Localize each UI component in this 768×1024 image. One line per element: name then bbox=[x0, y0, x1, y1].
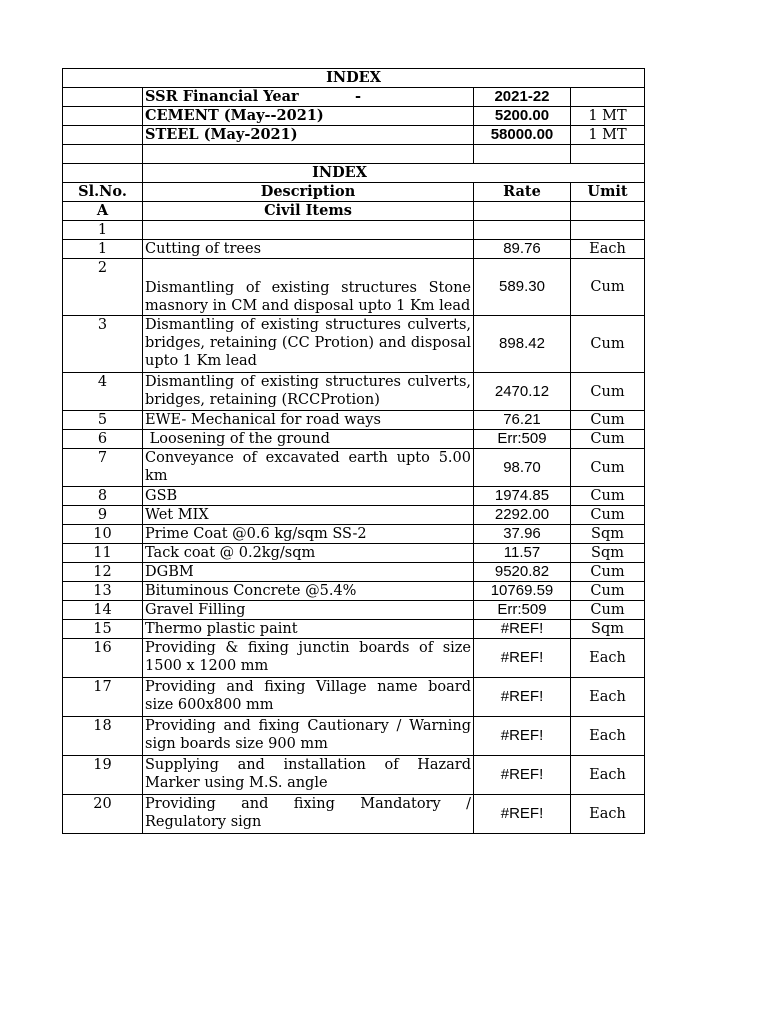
row-description: Providing and fixing Cautionary / Warning sign boards size 900 mm bbox=[143, 717, 474, 756]
row-rate: 898.42 bbox=[474, 316, 571, 373]
row-description: Providing and fixing Mandatory / Regulatory sign bbox=[143, 795, 474, 834]
cement-value: 5200.00 bbox=[474, 107, 571, 126]
row-number: 9 bbox=[63, 506, 143, 525]
row-rate: 9520.82 bbox=[474, 563, 571, 582]
row-description: Gravel Filling bbox=[143, 601, 474, 620]
row-rate: #REF! bbox=[474, 756, 571, 795]
cement-row bbox=[63, 107, 645, 126]
row-description: Loosening of the ground bbox=[143, 430, 474, 449]
row-description: Providing and fixing Village name board size 600x800 mm bbox=[143, 678, 474, 717]
table-row bbox=[63, 563, 645, 582]
row-number: 11 bbox=[63, 544, 143, 563]
row-description: Tack coat @ 0.2kg/sqm bbox=[143, 544, 474, 563]
table-row bbox=[63, 259, 645, 316]
ssr-value: 2021-22 bbox=[474, 88, 571, 107]
row-unit: Each bbox=[571, 678, 645, 717]
row-rate: #REF! bbox=[474, 639, 571, 678]
col-description: Description bbox=[143, 183, 474, 202]
row-rate: 89.76 bbox=[474, 240, 571, 259]
row-rate: 98.70 bbox=[474, 449, 571, 487]
row-unit: Each bbox=[571, 756, 645, 795]
table-row bbox=[63, 620, 645, 639]
section-code: A bbox=[63, 202, 143, 221]
steel-label: STEEL (May-2021) bbox=[143, 126, 474, 145]
table-row bbox=[63, 678, 645, 717]
row-number: 3 bbox=[63, 316, 143, 373]
row-description: Dismantling of existing structures culverts, bridges, retaining (CC Protion) and disposal upto 1 Km lead bbox=[143, 316, 474, 373]
ssr-label: SSR Financial Year bbox=[145, 88, 299, 105]
index-title: INDEX bbox=[63, 69, 645, 88]
row-number: 17 bbox=[63, 678, 143, 717]
row-description: Dismantling of existing structures culverts, bridges, retaining (RCCProtion) bbox=[143, 373, 474, 411]
row-unit: Cum bbox=[571, 373, 645, 411]
ssr-label-cell bbox=[143, 88, 474, 107]
row-unit: Cum bbox=[571, 563, 645, 582]
table-row bbox=[63, 506, 645, 525]
table-row bbox=[63, 756, 645, 795]
row-rate: #REF! bbox=[474, 795, 571, 834]
row-unit: Each bbox=[571, 795, 645, 834]
row-unit: Cum bbox=[571, 430, 645, 449]
col-slno: Sl.No. bbox=[63, 183, 143, 202]
row-rate: #REF! bbox=[474, 620, 571, 639]
row-number: 19 bbox=[63, 756, 143, 795]
row-rate: 1974.85 bbox=[474, 487, 571, 506]
steel-value: 58000.00 bbox=[474, 126, 571, 145]
row-number: 20 bbox=[63, 795, 143, 834]
ssr-row bbox=[63, 88, 645, 107]
row-unit: Cum bbox=[571, 601, 645, 620]
row-number: 14 bbox=[63, 601, 143, 620]
row-description: Dismantling of existing structures Stone masnory in CM and disposal upto 1 Km lead bbox=[143, 259, 474, 316]
section-title: Civil Items bbox=[143, 202, 474, 221]
section-row bbox=[63, 202, 645, 221]
row-number: 18 bbox=[63, 717, 143, 756]
row-rate: 589.30 bbox=[474, 259, 571, 316]
table-row bbox=[63, 582, 645, 601]
index-title-row bbox=[63, 69, 645, 88]
row-number: 1 bbox=[63, 240, 143, 259]
blank-row bbox=[63, 145, 645, 164]
row-rate: 11.57 bbox=[474, 544, 571, 563]
table-row bbox=[63, 639, 645, 678]
row-unit: Cum bbox=[571, 316, 645, 373]
row-description: Cutting of trees bbox=[143, 240, 474, 259]
row-number: 16 bbox=[63, 639, 143, 678]
row-description: Conveyance of excavated earth upto 5.00 km bbox=[143, 449, 474, 487]
row-description: Thermo plastic paint bbox=[143, 620, 474, 639]
row-number: 15 bbox=[63, 620, 143, 639]
row-rate: Err:509 bbox=[474, 430, 571, 449]
row-number: 5 bbox=[63, 411, 143, 430]
row-rate: 10769.59 bbox=[474, 582, 571, 601]
row-number: 2 bbox=[63, 259, 143, 316]
col-rate: Rate bbox=[474, 183, 571, 202]
ssr-dash: - bbox=[354, 88, 361, 105]
table-row bbox=[63, 795, 645, 834]
col-unit: Umit bbox=[571, 183, 645, 202]
subsection-no: 1 bbox=[63, 221, 143, 240]
row-rate: #REF! bbox=[474, 717, 571, 756]
table-row bbox=[63, 240, 645, 259]
row-unit: Each bbox=[571, 717, 645, 756]
row-description: Bituminous Concrete @5.4% bbox=[143, 582, 474, 601]
row-number: 12 bbox=[63, 563, 143, 582]
row-description: Prime Coat @0.6 kg/sqm SS-2 bbox=[143, 525, 474, 544]
row-unit: Each bbox=[571, 240, 645, 259]
table-row bbox=[63, 449, 645, 487]
subsection-row bbox=[63, 221, 645, 240]
row-rate: 2292.00 bbox=[474, 506, 571, 525]
row-unit: Cum bbox=[571, 487, 645, 506]
index-title-row-2 bbox=[63, 164, 645, 183]
table-row bbox=[63, 487, 645, 506]
row-description: DGBM bbox=[143, 563, 474, 582]
row-description: EWE- Mechanical for road ways bbox=[143, 411, 474, 430]
row-rate: 37.96 bbox=[474, 525, 571, 544]
steel-unit: 1 MT bbox=[571, 126, 645, 145]
row-unit: Sqm bbox=[571, 620, 645, 639]
cement-unit: 1 MT bbox=[571, 107, 645, 126]
row-number: 4 bbox=[63, 373, 143, 411]
row-number: 7 bbox=[63, 449, 143, 487]
row-rate: 2470.12 bbox=[474, 373, 571, 411]
cement-label: CEMENT (May--2021) bbox=[143, 107, 474, 126]
index-table bbox=[62, 68, 645, 834]
row-description: Supplying and installation of Hazard Marker using M.S. angle bbox=[143, 756, 474, 795]
row-number: 13 bbox=[63, 582, 143, 601]
row-unit: Cum bbox=[571, 259, 645, 316]
index-title-2: INDEX bbox=[143, 164, 645, 183]
table-row bbox=[63, 601, 645, 620]
row-description: Providing & fixing junctin boards of size 1500 x 1200 mm bbox=[143, 639, 474, 678]
row-rate: #REF! bbox=[474, 678, 571, 717]
row-unit: Sqm bbox=[571, 544, 645, 563]
table-row bbox=[63, 544, 645, 563]
row-description: GSB bbox=[143, 487, 474, 506]
row-unit: Each bbox=[571, 639, 645, 678]
table-row bbox=[63, 373, 645, 411]
row-number: 6 bbox=[63, 430, 143, 449]
table-row bbox=[63, 430, 645, 449]
row-description: Wet MIX bbox=[143, 506, 474, 525]
table-row bbox=[63, 525, 645, 544]
row-unit: Cum bbox=[571, 411, 645, 430]
row-rate: Err:509 bbox=[474, 601, 571, 620]
row-number: 8 bbox=[63, 487, 143, 506]
column-header-row bbox=[63, 183, 645, 202]
row-number: 10 bbox=[63, 525, 143, 544]
row-unit: Sqm bbox=[571, 525, 645, 544]
table-row bbox=[63, 411, 645, 430]
row-unit: Cum bbox=[571, 449, 645, 487]
row-unit: Cum bbox=[571, 582, 645, 601]
row-rate: 76.21 bbox=[474, 411, 571, 430]
steel-row bbox=[63, 126, 645, 145]
table-row bbox=[63, 717, 645, 756]
row-unit: Cum bbox=[571, 506, 645, 525]
table-row bbox=[63, 316, 645, 373]
